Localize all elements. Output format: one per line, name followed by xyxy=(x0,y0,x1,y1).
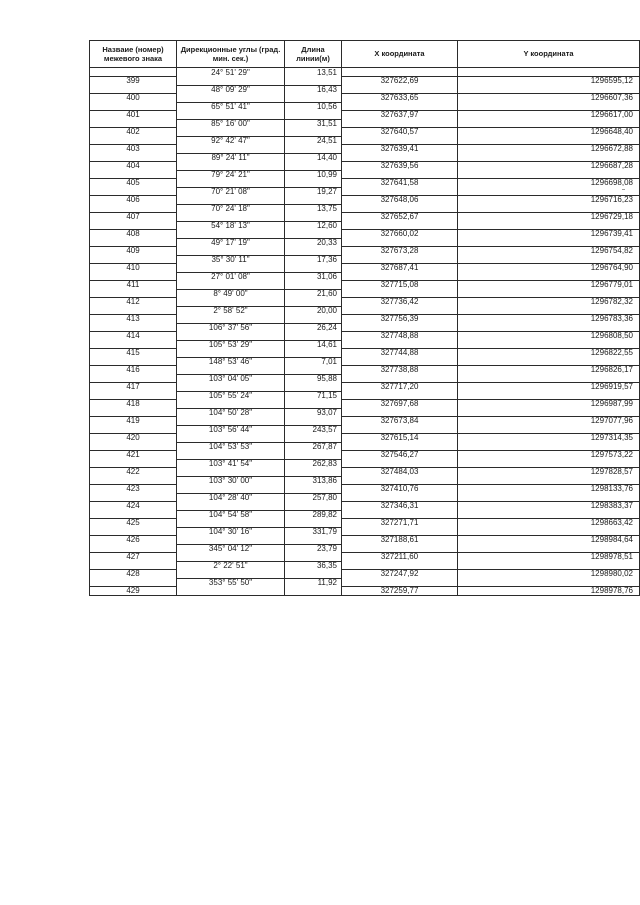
cell-line-length xyxy=(285,230,342,239)
table-row xyxy=(90,153,640,162)
table-row xyxy=(90,264,640,273)
cell-y: 1296987,99 xyxy=(458,400,640,409)
cell-direction-angle xyxy=(177,451,285,460)
cell-line-length: 10,99 xyxy=(285,170,342,179)
cell-direction-angle: 104° 54' 58" xyxy=(177,510,285,519)
table-row xyxy=(90,544,640,553)
cell-direction-angle xyxy=(177,553,285,562)
cell-y: 1296779,01 xyxy=(458,281,640,290)
cell-point: 415 xyxy=(90,349,177,358)
table-row xyxy=(90,374,640,383)
cell-point: 418 xyxy=(90,400,177,409)
cell-x: 327188,61 xyxy=(342,536,458,545)
cell-line-length xyxy=(285,451,342,460)
cell-line-length xyxy=(285,400,342,409)
cell-line-length xyxy=(285,485,342,494)
cell-direction-angle: 103° 56' 44" xyxy=(177,425,285,434)
cell-line-length: 24,51 xyxy=(285,136,342,145)
cell-line-length: 313,86 xyxy=(285,476,342,485)
cell-line-length: 31,06 xyxy=(285,272,342,281)
header-point-name: Назвaие (номер) межевого знака xyxy=(90,41,177,68)
table-row xyxy=(90,476,640,485)
table-row xyxy=(90,434,640,443)
cell-line-length: 95,88 xyxy=(285,374,342,383)
cell-direction-angle: 89° 24' 11" xyxy=(177,153,285,162)
cell-line-length xyxy=(285,213,342,222)
table-row xyxy=(90,451,640,460)
cell-line-length xyxy=(285,196,342,205)
table-row xyxy=(90,570,640,579)
cell-direction-angle: 54° 18' 13" xyxy=(177,221,285,230)
cell-line-length xyxy=(285,179,342,188)
cell-direction-angle: 148° 53' 46" xyxy=(177,357,285,366)
cell-point: 420 xyxy=(90,434,177,443)
cell-y: 1298383,37 xyxy=(458,502,640,511)
cell-point: 404 xyxy=(90,162,177,171)
table-row xyxy=(90,255,640,264)
cell-y: 1296808,50 xyxy=(458,332,640,341)
table-row xyxy=(90,187,640,196)
cell-y: 1296783,36 xyxy=(458,315,640,324)
cell-y: 1297828,57 xyxy=(458,468,640,477)
cell-y: 1298133,76 xyxy=(458,485,640,494)
cell-direction-angle: 353° 55' 50" xyxy=(177,578,285,587)
cell-direction-angle: 92° 42' 47" xyxy=(177,136,285,145)
table-row xyxy=(90,502,640,511)
cell-x: 327697,68 xyxy=(342,400,458,409)
cell-y: 1296698,08 xyxy=(458,179,640,188)
cell-x: 327715,08 xyxy=(342,281,458,290)
cell-point: 399 xyxy=(90,77,177,86)
table-row xyxy=(90,213,640,222)
cell-x: 327410,76 xyxy=(342,485,458,494)
table-row xyxy=(90,366,640,375)
boundary-points-table xyxy=(89,40,640,596)
cell-direction-angle: 79° 24' 21" xyxy=(177,170,285,179)
table-row xyxy=(90,162,640,171)
cell-y: 1296754,82 xyxy=(458,247,640,256)
table-row xyxy=(90,536,640,545)
cell-point: 425 xyxy=(90,519,177,528)
cell-line-length xyxy=(285,536,342,545)
cell-point: 414 xyxy=(90,332,177,341)
cell-line-length: 36,35 xyxy=(285,561,342,570)
cell-line-length: 7,01 xyxy=(285,357,342,366)
cell-line-length xyxy=(285,570,342,579)
cell-x: 327673,28 xyxy=(342,247,458,256)
cell-direction-angle: 35° 30' 11" xyxy=(177,255,285,264)
table-row xyxy=(90,400,640,409)
table-row xyxy=(90,68,640,77)
cell-point: 417 xyxy=(90,383,177,392)
cell-point: 406 xyxy=(90,196,177,205)
cell-line-length: 12,60 xyxy=(285,221,342,230)
table-row xyxy=(90,289,640,298)
cell-direction-angle xyxy=(177,145,285,154)
cell-direction-angle xyxy=(177,417,285,426)
cell-point: 401 xyxy=(90,111,177,120)
cell-direction-angle: 103° 41' 54" xyxy=(177,459,285,468)
cell-y: 1298978,76 xyxy=(458,587,640,596)
cell-direction-angle: 105° 55' 24" xyxy=(177,391,285,400)
cell-line-length: 20,33 xyxy=(285,238,342,247)
cell-x: 327639,41 xyxy=(342,145,458,154)
cell-direction-angle xyxy=(177,298,285,307)
cell-direction-angle: 70° 24' 18" xyxy=(177,204,285,213)
cell-direction-angle: 345° 04' 12" xyxy=(177,544,285,553)
table-row xyxy=(90,561,640,570)
table-row xyxy=(90,179,640,188)
cell-direction-angle xyxy=(177,77,285,86)
cell-y: 1296687,28 xyxy=(458,162,640,171)
cell-y: 1296919,57 xyxy=(458,383,640,392)
table-row xyxy=(90,383,640,392)
cell-line-length: 93,07 xyxy=(285,408,342,417)
cell-line-length xyxy=(285,111,342,120)
cell-direction-angle: 103° 30' 00" xyxy=(177,476,285,485)
table-row xyxy=(90,315,640,324)
table-row xyxy=(90,136,640,145)
scan-mark xyxy=(622,189,625,190)
cell-line-length: 262,83 xyxy=(285,459,342,468)
table-row xyxy=(90,408,640,417)
cell-line-length xyxy=(285,366,342,375)
table-row xyxy=(90,170,640,179)
header-y-coordinate: Y координата xyxy=(458,41,640,68)
table-row xyxy=(90,204,640,213)
table-row xyxy=(90,459,640,468)
cell-direction-angle: 104° 30' 16" xyxy=(177,527,285,536)
cell-y: 1296782,32 xyxy=(458,298,640,307)
cell-point: 409 xyxy=(90,247,177,256)
cell-line-length: 17,36 xyxy=(285,255,342,264)
table-row xyxy=(90,85,640,94)
table-row xyxy=(90,94,640,103)
cell-line-length xyxy=(285,417,342,426)
table-row xyxy=(90,119,640,128)
table-row xyxy=(90,145,640,154)
cell-direction-angle xyxy=(177,230,285,239)
cell-direction-angle: 103° 04' 05" xyxy=(177,374,285,383)
table-row xyxy=(90,391,640,400)
cell-point: 400 xyxy=(90,94,177,103)
cell-line-length xyxy=(285,434,342,443)
cell-y: 1296648,40 xyxy=(458,128,640,137)
cell-line-length xyxy=(285,281,342,290)
cell-line-length xyxy=(285,553,342,562)
table-row xyxy=(90,230,640,239)
table-row xyxy=(90,587,640,596)
cell-x: 327546,27 xyxy=(342,451,458,460)
cell-y: 1296617,00 xyxy=(458,111,640,120)
cell-direction-angle: 104° 50' 28" xyxy=(177,408,285,417)
cell-line-length: 14,61 xyxy=(285,340,342,349)
cell-y: 1297314,35 xyxy=(458,434,640,443)
cell-line-length: 71,15 xyxy=(285,391,342,400)
cell-point: 423 xyxy=(90,485,177,494)
cell-x: 327736,42 xyxy=(342,298,458,307)
cell-point: 427 xyxy=(90,553,177,562)
cell-line-length xyxy=(285,519,342,528)
cell-point: 428 xyxy=(90,570,177,579)
cell-y: 1296764,90 xyxy=(458,264,640,273)
table-row xyxy=(90,196,640,205)
cell-y: 1298978,51 xyxy=(458,553,640,562)
table-row xyxy=(90,221,640,230)
cell-line-length xyxy=(285,77,342,86)
cell-x: 327271,71 xyxy=(342,519,458,528)
cell-x: 327622,69 xyxy=(342,77,458,86)
table-row xyxy=(90,485,640,494)
cell-line-length: 26,24 xyxy=(285,323,342,332)
cell-direction-angle xyxy=(177,94,285,103)
cell-line-length: 331,79 xyxy=(285,527,342,536)
cell-x: 327615,14 xyxy=(342,434,458,443)
table-header-row xyxy=(90,41,640,68)
table-row xyxy=(90,323,640,332)
cell-direction-angle xyxy=(177,349,285,358)
cell-line-length: 13,51 xyxy=(285,68,342,77)
cell-direction-angle xyxy=(177,502,285,511)
cell-x: 327637,97 xyxy=(342,111,458,120)
table-row xyxy=(90,128,640,137)
cell-y: 1296716,23 xyxy=(458,196,640,205)
table-row xyxy=(90,493,640,502)
cell-line-length: 14,40 xyxy=(285,153,342,162)
cell-point: 403 xyxy=(90,145,177,154)
cell-direction-angle xyxy=(177,434,285,443)
cell-point: 413 xyxy=(90,315,177,324)
cell-direction-angle: 8° 49' 00" xyxy=(177,289,285,298)
cell-y: 1296822,55 xyxy=(458,349,640,358)
cell-line-length xyxy=(285,128,342,137)
cell-direction-angle xyxy=(177,519,285,528)
table-row xyxy=(90,272,640,281)
cell-direction-angle xyxy=(177,196,285,205)
cell-line-length: 23,79 xyxy=(285,544,342,553)
cell-line-length xyxy=(285,94,342,103)
cell-direction-angle xyxy=(177,468,285,477)
cell-line-length: 289,82 xyxy=(285,510,342,519)
header-x-coordinate: X координата xyxy=(342,41,458,68)
cell-point: 410 xyxy=(90,264,177,273)
cell-direction-angle: 85° 16' 00" xyxy=(177,119,285,128)
cell-direction-angle: 2° 58' 52" xyxy=(177,306,285,315)
cell-direction-angle xyxy=(177,400,285,409)
table-row xyxy=(90,281,640,290)
table-row xyxy=(90,527,640,536)
cell-line-length xyxy=(285,247,342,256)
table-row xyxy=(90,519,640,528)
cell-x: 327756,39 xyxy=(342,315,458,324)
cell-direction-angle xyxy=(177,536,285,545)
cell-direction-angle xyxy=(177,315,285,324)
cell-line-length xyxy=(285,383,342,392)
cell-line-length: 16,43 xyxy=(285,85,342,94)
cell-line-length: 257,80 xyxy=(285,493,342,502)
cell-line-length: 21,60 xyxy=(285,289,342,298)
cell-direction-angle xyxy=(177,366,285,375)
table-row xyxy=(90,102,640,111)
cell-y: 1298980,02 xyxy=(458,570,640,579)
table-row xyxy=(90,357,640,366)
cell-point: 429 xyxy=(90,587,177,596)
table-row xyxy=(90,306,640,315)
cell-y: 1296729,18 xyxy=(458,213,640,222)
cell-x: 327744,88 xyxy=(342,349,458,358)
cell-point: 407 xyxy=(90,213,177,222)
cell-x: 327259,77 xyxy=(342,587,458,596)
cell-x: 327652,67 xyxy=(342,213,458,222)
cell-point: 412 xyxy=(90,298,177,307)
cell-x: 327687,41 xyxy=(342,264,458,273)
header-line-length: Длина линии(м) xyxy=(285,41,342,68)
cell-x: 327484,03 xyxy=(342,468,458,477)
cell-direction-angle xyxy=(177,587,285,596)
cell-direction-angle xyxy=(177,383,285,392)
table-row xyxy=(90,468,640,477)
table-row xyxy=(90,247,640,256)
table-row xyxy=(90,417,640,426)
table-row xyxy=(90,442,640,451)
cell-x: 327211,60 xyxy=(342,553,458,562)
table-row xyxy=(90,510,640,519)
cell-y: 1298984,64 xyxy=(458,536,640,545)
cell-x: 327639,56 xyxy=(342,162,458,171)
cell-line-length xyxy=(285,349,342,358)
cell-direction-angle xyxy=(177,179,285,188)
cell-direction-angle: 48° 09' 29" xyxy=(177,85,285,94)
table-row xyxy=(90,77,640,86)
cell-direction-angle: 105° 53' 29" xyxy=(177,340,285,349)
cell-direction-angle xyxy=(177,162,285,171)
boundary-points-sheet xyxy=(89,40,639,596)
cell-direction-angle: 27° 01' 08" xyxy=(177,272,285,281)
cell-x: 327717,20 xyxy=(342,383,458,392)
cell-direction-angle xyxy=(177,485,285,494)
cell-direction-angle xyxy=(177,213,285,222)
cell-direction-angle: 2° 22' 51" xyxy=(177,561,285,570)
cell-line-length: 31,51 xyxy=(285,119,342,128)
table-row xyxy=(90,340,640,349)
table-row xyxy=(90,578,640,587)
cell-line-length xyxy=(285,145,342,154)
cell-direction-angle xyxy=(177,332,285,341)
cell-line-length xyxy=(285,162,342,171)
cell-direction-angle: 24° 51' 29" xyxy=(177,68,285,77)
table-row xyxy=(90,298,640,307)
cell-x: 327247,92 xyxy=(342,570,458,579)
cell-x: 327640,57 xyxy=(342,128,458,137)
cell-y: 1296826,17 xyxy=(458,366,640,375)
cell-line-length xyxy=(285,315,342,324)
cell-point: 408 xyxy=(90,230,177,239)
table-row xyxy=(90,425,640,434)
cell-direction-angle xyxy=(177,111,285,120)
cell-point: 419 xyxy=(90,417,177,426)
cell-direction-angle: 70° 21' 08" xyxy=(177,187,285,196)
cell-line-length: 19,27 xyxy=(285,187,342,196)
cell-point: 402 xyxy=(90,128,177,137)
cell-line-length: 243,57 xyxy=(285,425,342,434)
table-row xyxy=(90,332,640,341)
cell-point: 416 xyxy=(90,366,177,375)
cell-line-length: 267,87 xyxy=(285,442,342,451)
cell-line-length xyxy=(285,468,342,477)
cell-x: 327346,31 xyxy=(342,502,458,511)
cell-point: 421 xyxy=(90,451,177,460)
cell-line-length xyxy=(285,332,342,341)
cell-line-length: 11,92 xyxy=(285,578,342,587)
cell-x: 327660,02 xyxy=(342,230,458,239)
header-direction-angle: Дирекционные углы (град. мин. сек.) xyxy=(177,41,285,68)
cell-direction-angle xyxy=(177,264,285,273)
cell-y: 1298663,42 xyxy=(458,519,640,528)
cell-x: 327738,88 xyxy=(342,366,458,375)
cell-line-length: 10,56 xyxy=(285,102,342,111)
cell-point: 411 xyxy=(90,281,177,290)
cell-direction-angle: 104° 53' 53" xyxy=(177,442,285,451)
cell-y: 1297077,96 xyxy=(458,417,640,426)
cell-direction-angle xyxy=(177,281,285,290)
cell-direction-angle: 106° 37' 56" xyxy=(177,323,285,332)
cell-point: 424 xyxy=(90,502,177,511)
table-row xyxy=(90,238,640,247)
cell-direction-angle xyxy=(177,128,285,137)
cell-x: 327748,88 xyxy=(342,332,458,341)
cell-x: 327673,84 xyxy=(342,417,458,426)
cell-line-length xyxy=(285,298,342,307)
cell-direction-angle xyxy=(177,570,285,579)
cell-x: 327633,65 xyxy=(342,94,458,103)
cell-point: 422 xyxy=(90,468,177,477)
cell-direction-angle: 49° 17' 19" xyxy=(177,238,285,247)
cell-y: 1296672,88 xyxy=(458,145,640,154)
cell-y: 1296595,12 xyxy=(458,77,640,86)
cell-point: 426 xyxy=(90,536,177,545)
cell-x: 327648,06 xyxy=(342,196,458,205)
table-row xyxy=(90,111,640,120)
cell-direction-angle: 104° 28' 40" xyxy=(177,493,285,502)
cell-direction-angle: 65° 51' 41" xyxy=(177,102,285,111)
cell-y: 1296739,41 xyxy=(458,230,640,239)
cell-direction-angle xyxy=(177,247,285,256)
cell-point: 405 xyxy=(90,179,177,188)
cell-line-length: 13,75 xyxy=(285,204,342,213)
cell-line-length xyxy=(285,264,342,273)
table-row xyxy=(90,553,640,562)
cell-line-length xyxy=(285,502,342,511)
cell-y: 1297573,22 xyxy=(458,451,640,460)
cell-line-length xyxy=(285,587,342,596)
cell-y: 1296607,36 xyxy=(458,94,640,103)
table-row xyxy=(90,349,640,358)
cell-x: 327641,58 xyxy=(342,179,458,188)
cell-line-length: 20,00 xyxy=(285,306,342,315)
